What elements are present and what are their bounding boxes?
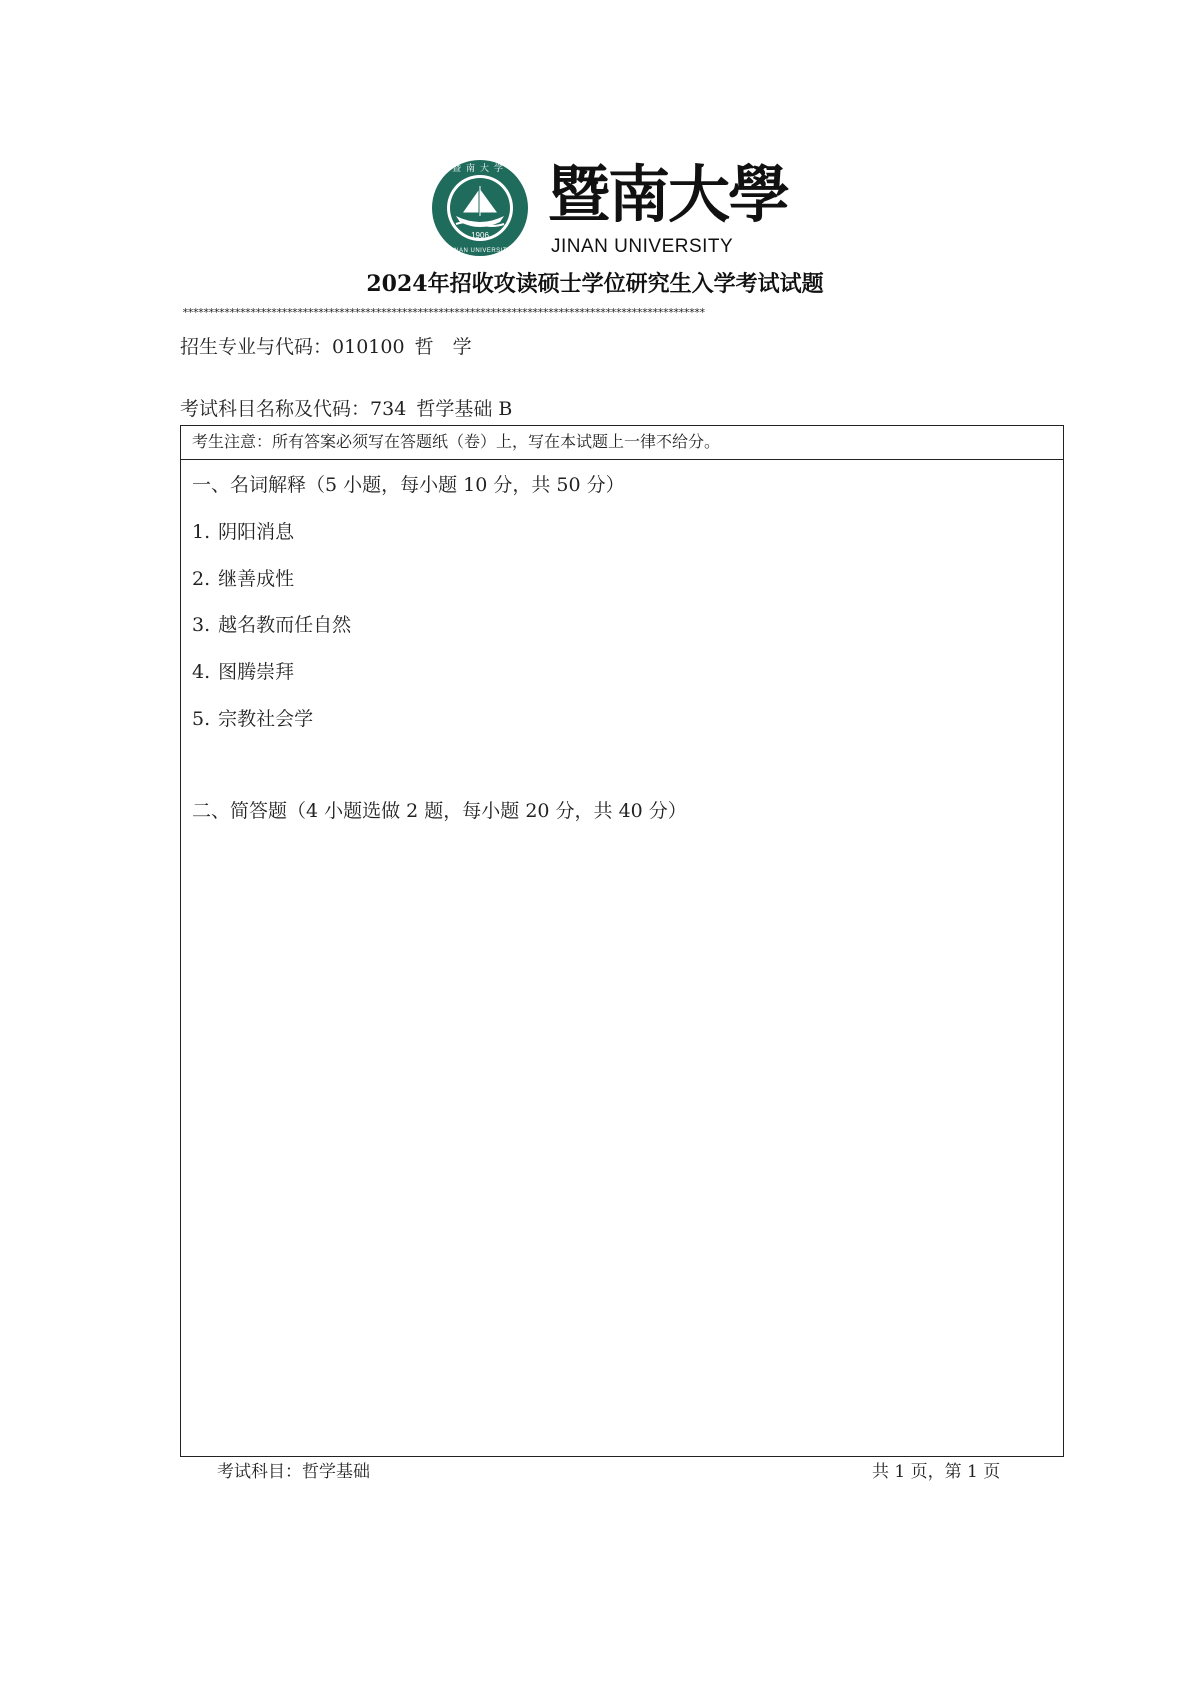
major-name: 哲 学 [414, 336, 472, 358]
section-heading-terms: 一、名词解释（5 小题，每小题 10 分，共 50 分） [192, 474, 625, 496]
list-item [192, 659, 294, 685]
footer-subject: 考试科目：哲学基础 [217, 1462, 370, 1482]
item-number: 4. [192, 661, 211, 683]
item-number: 3. [192, 614, 211, 636]
item-text: 图腾崇拜 [218, 661, 295, 683]
question-box [180, 425, 1064, 1457]
major-code: 010100 [332, 336, 405, 358]
university-seal-icon [430, 158, 530, 258]
university-name-en: JINAN UNIVERSITY [551, 236, 734, 257]
seal-ring-text: JINAN UNIVERSITY [448, 248, 512, 254]
seal-year-text: 1906 [471, 231, 489, 240]
item-text: 宗教社会学 [218, 708, 314, 730]
candidate-notice: 考生注意：所有答案必须写在答题纸（卷）上，写在本试题上一律不给分。 [181, 426, 1063, 460]
item-text: 越名教而任自然 [218, 614, 352, 636]
university-logo [0, 158, 1190, 258]
asterisk-divider: **************************************************************************************************** [182, 306, 705, 319]
major-line [180, 334, 472, 360]
item-text: 继善成性 [218, 568, 295, 590]
section-heading-short-answer: 二、简答题（4 小题选做 2 题，每小题 20 分，共 40 分） [192, 800, 687, 822]
subject-code: 734 [370, 398, 407, 420]
item-number: 1. [192, 521, 211, 543]
footer-page-count: 共 1 页，第 1 页 [872, 1462, 1001, 1482]
list-item [192, 519, 294, 545]
item-number: 5. [192, 708, 211, 730]
subject-line [180, 396, 512, 422]
exam-title: 2024年招收攻读硕士学位研究生入学考试试题 [366, 271, 824, 297]
item-number: 2. [192, 568, 211, 590]
university-name-cn: 暨南大學 [548, 158, 789, 231]
item-text: 阴阳消息 [218, 521, 295, 543]
list-item [192, 612, 351, 638]
subject-label: 考试科目名称及代码： [180, 398, 371, 420]
list-item [192, 706, 313, 732]
seal-top-text: 暨南大学 [451, 164, 509, 174]
list-item [192, 566, 294, 592]
major-label: 招生专业与代码： [180, 336, 333, 358]
subject-name: 哲学基础 B [416, 398, 513, 420]
